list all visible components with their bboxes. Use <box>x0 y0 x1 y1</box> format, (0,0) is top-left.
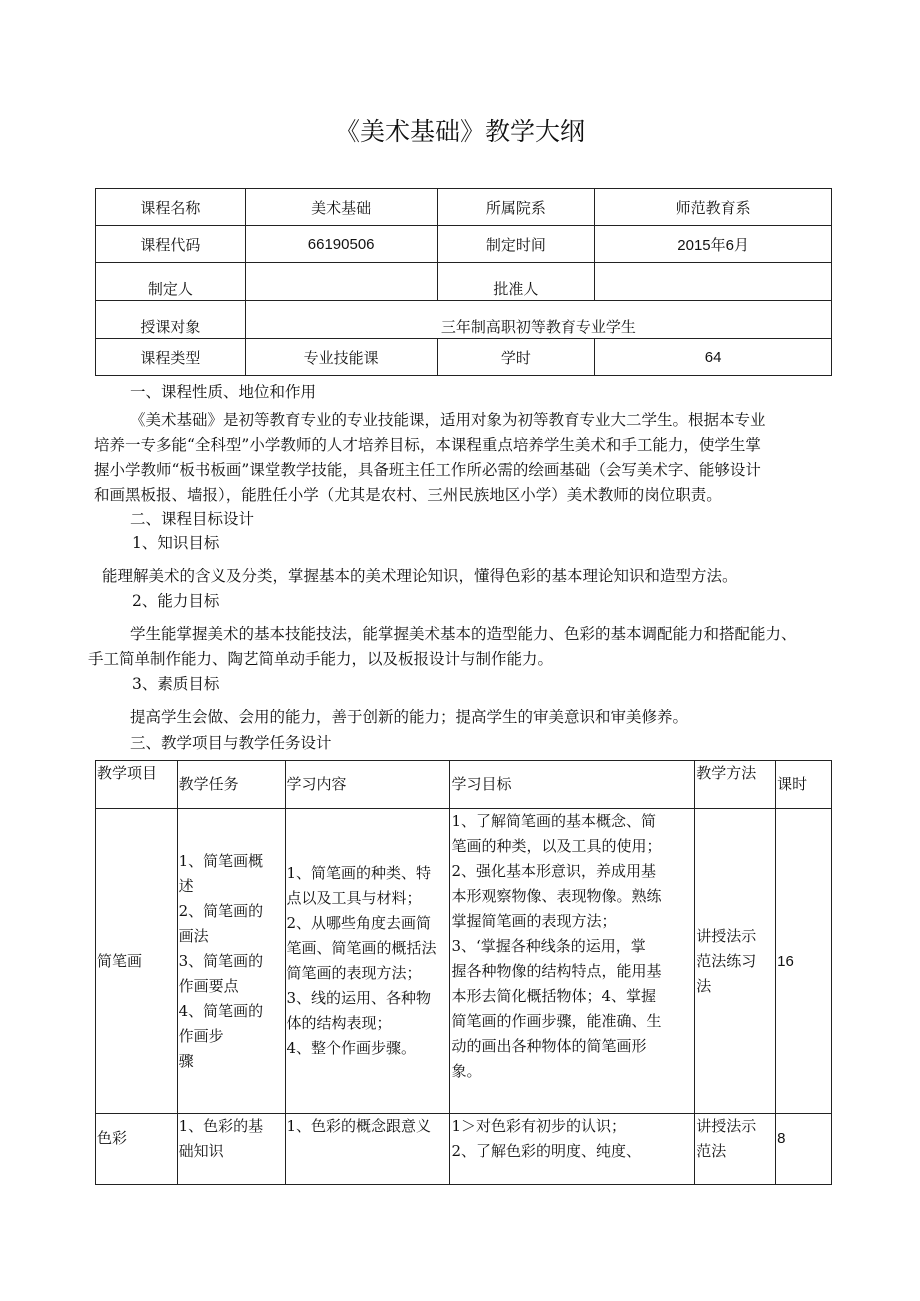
target-value: 三年制高职初等教育专业学生 <box>245 301 831 339</box>
hours-value: 64 <box>595 339 832 376</box>
dept-value: 师范教育系 <box>595 189 832 226</box>
task-table-header <box>96 761 832 809</box>
table-row <box>96 1114 832 1185</box>
cell-line: 1、色彩的基 <box>178 1117 264 1135</box>
s1-line: 和画黑板报、墙报），能胜任小学（尤其是农村、三州民族地区小学）美术教师的岗位职责。 <box>94 486 722 504</box>
cell-line: 笔画、简笔画的概括法 <box>286 939 437 957</box>
approver-label: 批准人 <box>437 263 595 301</box>
cell-line: 述 <box>178 876 194 895</box>
goal-3-heading: 3、素质目标 <box>132 675 220 693</box>
cell-line: 3、线的运用、各种物 <box>286 989 432 1007</box>
cell-line: 象。 <box>451 1062 482 1080</box>
cell-line: 1、简笔画概 <box>178 851 264 870</box>
header-cell: 教学方法 <box>695 761 776 809</box>
cell-line: 4、整个作画步骤。 <box>286 1039 417 1057</box>
code-label: 课程代码 <box>96 226 246 263</box>
cell-line: 础知识 <box>178 1142 224 1160</box>
g2-line: 手工简单制作能力、陶艺简单动手能力，以及板报设计与制作能力。 <box>88 650 554 668</box>
g3-line: 提高学生会做、会用的能力，善于创新的能力；提高学生的审美意识和审美修养。 <box>130 708 689 726</box>
content-cell <box>285 1114 450 1185</box>
header-cell: 教学项目 <box>96 761 178 809</box>
course-name-label: 课程名称 <box>96 189 246 226</box>
cell-line: 画法 <box>178 926 209 945</box>
cell-line: 掌握简笔画的表现方法； <box>451 912 617 930</box>
tasks-cell <box>177 809 285 1114</box>
approver-value <box>595 263 832 301</box>
author-value <box>245 263 437 301</box>
dept-label: 所属院系 <box>437 189 595 226</box>
cell-line: 简笔画的表现方法； <box>286 964 422 982</box>
hours-label: 学时 <box>437 339 595 376</box>
cell-line: 1、简笔画的种类、特 <box>286 864 432 882</box>
section-2-heading: 二、课程目标设计 <box>130 510 255 528</box>
cell-line: 本形观察物像、表现物像。熟练 <box>451 887 662 905</box>
cell-line: 法 <box>696 976 712 995</box>
tasks-cell <box>177 1114 285 1185</box>
project-cell: 简笔画 <box>96 809 178 1114</box>
method-cell <box>695 1114 776 1185</box>
task-table <box>95 760 832 1185</box>
cell-line: 讲授法示 <box>696 1117 757 1135</box>
cell-line: 3、‘掌握各种线条的运用，掌 <box>451 937 646 955</box>
goals-cell <box>450 1114 695 1185</box>
cell-line: 点以及工具与材料； <box>286 889 422 907</box>
cell-line: 讲授法示 <box>696 926 757 945</box>
project-cell: 色彩 <box>96 1114 178 1185</box>
cell-line: 1、色彩的概念跟意义 <box>286 1117 432 1135</box>
section-3-heading: 三、教学项目与教学任务设计 <box>130 734 332 752</box>
course-info-table <box>95 188 832 376</box>
cell-line: 1、了解简笔画的基本概念、简 <box>451 812 656 830</box>
cell-line: 2、了解色彩的明度、纯度、 <box>451 1142 641 1160</box>
document-title: 《美术基础》教学大纲 <box>334 117 585 146</box>
goal-1-heading: 1、知识目标 <box>132 534 220 552</box>
type-value: 专业技能课 <box>245 339 437 376</box>
cell-line: 2、强化基本形意识，养成用基 <box>451 862 656 880</box>
cell-line: 1＞对色彩有初步的认识； <box>451 1117 626 1135</box>
header-cell: 学习内容 <box>285 761 450 809</box>
s1-line: 培养一专多能“全科型”小学教师的人才培养目标，本课程重点培养学生美术和手工能力，使学生掌 <box>94 436 761 454</box>
header-cell: 教学任务 <box>177 761 285 809</box>
date-label: 制定时间 <box>437 226 595 263</box>
s1-line: 握小学教师“板书板画”课堂教学技能，具备班主任工作所必需的绘画基础（会写美术字、能够设计 <box>94 461 761 479</box>
cell-line: 4、简笔画的 <box>178 1001 264 1020</box>
goal-2-heading: 2、能力目标 <box>132 592 220 610</box>
g1-line: 能理解美术的含义及分类，掌握基本的美术理论知识，懂得色彩的基本理论知识和造型方法。 <box>102 567 738 585</box>
cell-line: 体的结构表现； <box>286 1014 392 1032</box>
section-1-heading: 一、课程性质、地位和作用 <box>130 383 317 401</box>
code-value: 66190506 <box>245 226 437 263</box>
cell-line: 范法练习 <box>696 951 757 970</box>
date-value: 2015年6月 <box>595 226 832 263</box>
cell-line: 笔画的种类，以及工具的使用； <box>451 837 662 855</box>
g2-line: 学生能掌握美术的基本技能技法，能掌握美术基本的造型能力、色彩的基本调配能力和搭配能力、 <box>130 625 797 643</box>
cell-line: 简笔画的作画步骤，能准确、生 <box>451 1012 662 1030</box>
cell-line: 范法 <box>696 1142 727 1160</box>
cell-line: 握各种物像的结构特点，能用基 <box>451 962 662 980</box>
method-cell <box>695 809 776 1114</box>
cell-line: 3、简笔画的 <box>178 951 264 970</box>
cell-line: 2、从哪些角度去画简 <box>286 914 432 932</box>
cell-line: 动的画出各种物体的简笔画形 <box>451 1037 647 1055</box>
cell-line: 作画步 <box>178 1026 224 1045</box>
cell-line: 作画要点 <box>178 976 239 995</box>
target-label: 授课对象 <box>96 301 246 339</box>
header-cell: 课时 <box>776 761 832 809</box>
table-row <box>96 809 832 1114</box>
hours-cell: 8 <box>776 1114 832 1185</box>
course-name-value: 美术基础 <box>245 189 437 226</box>
author-label: 制定人 <box>96 263 246 301</box>
content-cell <box>285 809 450 1114</box>
hours-cell: 16 <box>776 809 832 1114</box>
header-cell: 学习目标 <box>450 761 695 809</box>
type-label: 课程类型 <box>96 339 246 376</box>
s1-line: 《美术基础》是初等教育专业的专业技能课，适用对象为初等教育专业大二学生。根据本专业 <box>130 411 766 429</box>
cell-line: 本形去简化概括物体；4、掌握 <box>451 987 656 1005</box>
cell-line: 骤 <box>178 1051 194 1070</box>
goals-cell <box>450 809 695 1114</box>
cell-line: 2、简笔画的 <box>178 901 264 920</box>
